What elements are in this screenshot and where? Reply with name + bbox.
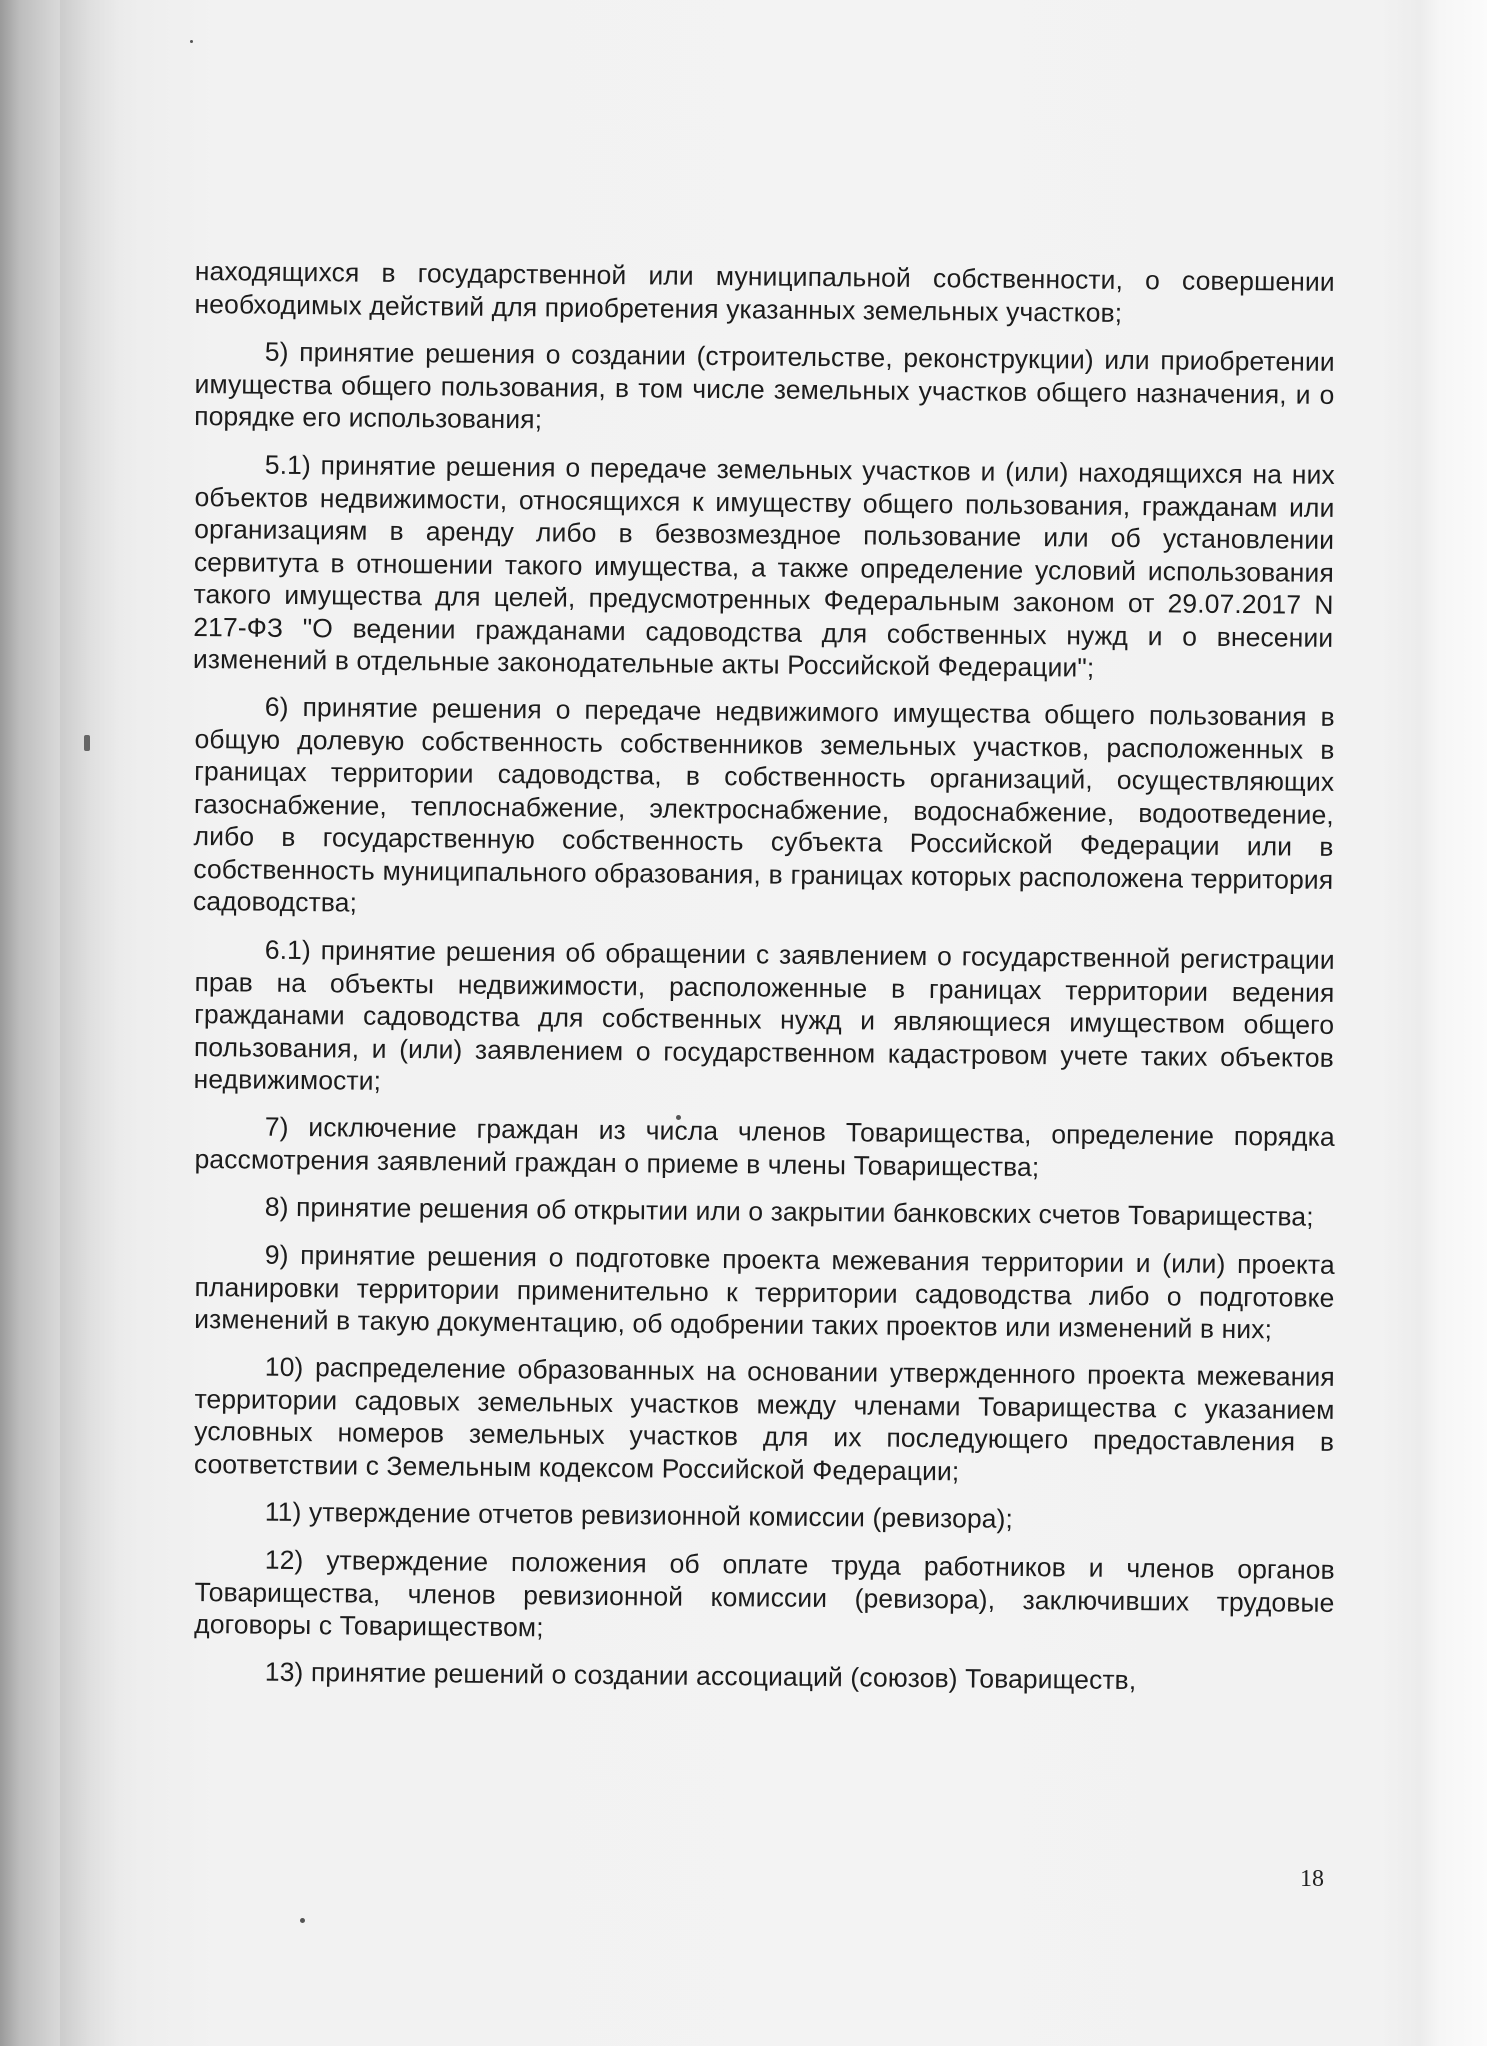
document-body (192, 255, 1335, 1703)
paragraph-item-6: 6) принятие решения о передаче недвижимого имущества общего пользования в общую долевую собственность собственников земельных участков, расположенных в границах территории садоводства, в собственность организаций, осуществляющих газоснабжение, теплоснабжение, электроснабжение, водоснабжение, водоотведение, либо в государственную собственность субъекта Российской Федерации или в собственность муниципального образования, в границах которых расположена территория садоводства; (192, 691, 1335, 918)
scan-speck (190, 40, 193, 43)
page-number: 18 (1300, 1866, 1324, 1892)
binding-shadow (60, 0, 120, 2046)
paragraph-item-8: 8) принятие решения об открытии или о закрытии банковских счетов Товарищества; (264, 1191, 1314, 1232)
scan-speck (300, 1918, 305, 1923)
paragraph-item-7: 7) исключение граждан из числа членов Товарищества, определение порядка рассмотрения заявлений граждан о приеме в члены Товарищества; (194, 1111, 1335, 1182)
paragraph-item-5-1: 5.1) принятие решения о передаче земельных участков и (или) находящихся на них объектов недвижимости, относящихся к имуществу общего пользования, гражданам или организациям в аренду либо в безвозмездное пользование или об установлении сервитута в отношении такого имущества, а также определение условий использования такого имущества для целей, предусмотренных Федеральным законом от 29.07.2017 N 217-ФЗ "О ведении гражданами садоводства для собственных нужд и о внесении изменений в отдельные законодательные акты Российской Федерации"; (192, 449, 1335, 683)
paragraph-item-13: 13) принятие решений о создании ассоциаций (союзов) Товариществ, (264, 1656, 1137, 1696)
paragraph-continuation: находящихся в государственной или муниципальной собственности, о совершении необходимых действий для приобретения указанных земельных участков; (194, 255, 1335, 328)
paragraph-item-5: 5) принятие решения о создании (строительстве, реконструкции) или приобретении имущества общего пользования, в том числе земельных участков общего назначения, и о порядке его использования; (194, 336, 1335, 435)
paragraph-item-10: 10) распределение образованных на основании утвержденного проекта межевания территории садовых земельных участков между членами Товарищества с указанием условных номеров земельных участков для их последующего предоставления в соответствии с Земельным кодексом Российской Федерации; (193, 1351, 1335, 1486)
paragraph-item-12: 12) утверждение положения об оплате труда работников и членов органов Товарищества, членов ревизионной комиссии (ревизора), заключивших трудовые договоры с Товариществом; (194, 1544, 1335, 1642)
paragraph-item-6-1: 6.1) принятие решения об обращении с заявлением о государственной регистрации прав на объекты недвижимости, расположенные в границах территории ведения гражданами садоводства для собственных нужд и являющиеся имуществом общего пользования, и (или) заявлением о государственном кадастровом учете таких объектов недвижимости; (193, 934, 1335, 1096)
scan-artifact (84, 735, 90, 751)
paragraph-item-9: 9) принятие решения о подготовке проекта межевания территории и (или) проекта планировки территории применительно к территории садоводства либо о подготовке изменений в такую документацию, об одобрении таких проектов или изменений в них; (194, 1239, 1335, 1344)
paragraph-item-11: 11) утверждение отчетов ревизионной комиссии (ревизора); (264, 1496, 1014, 1534)
